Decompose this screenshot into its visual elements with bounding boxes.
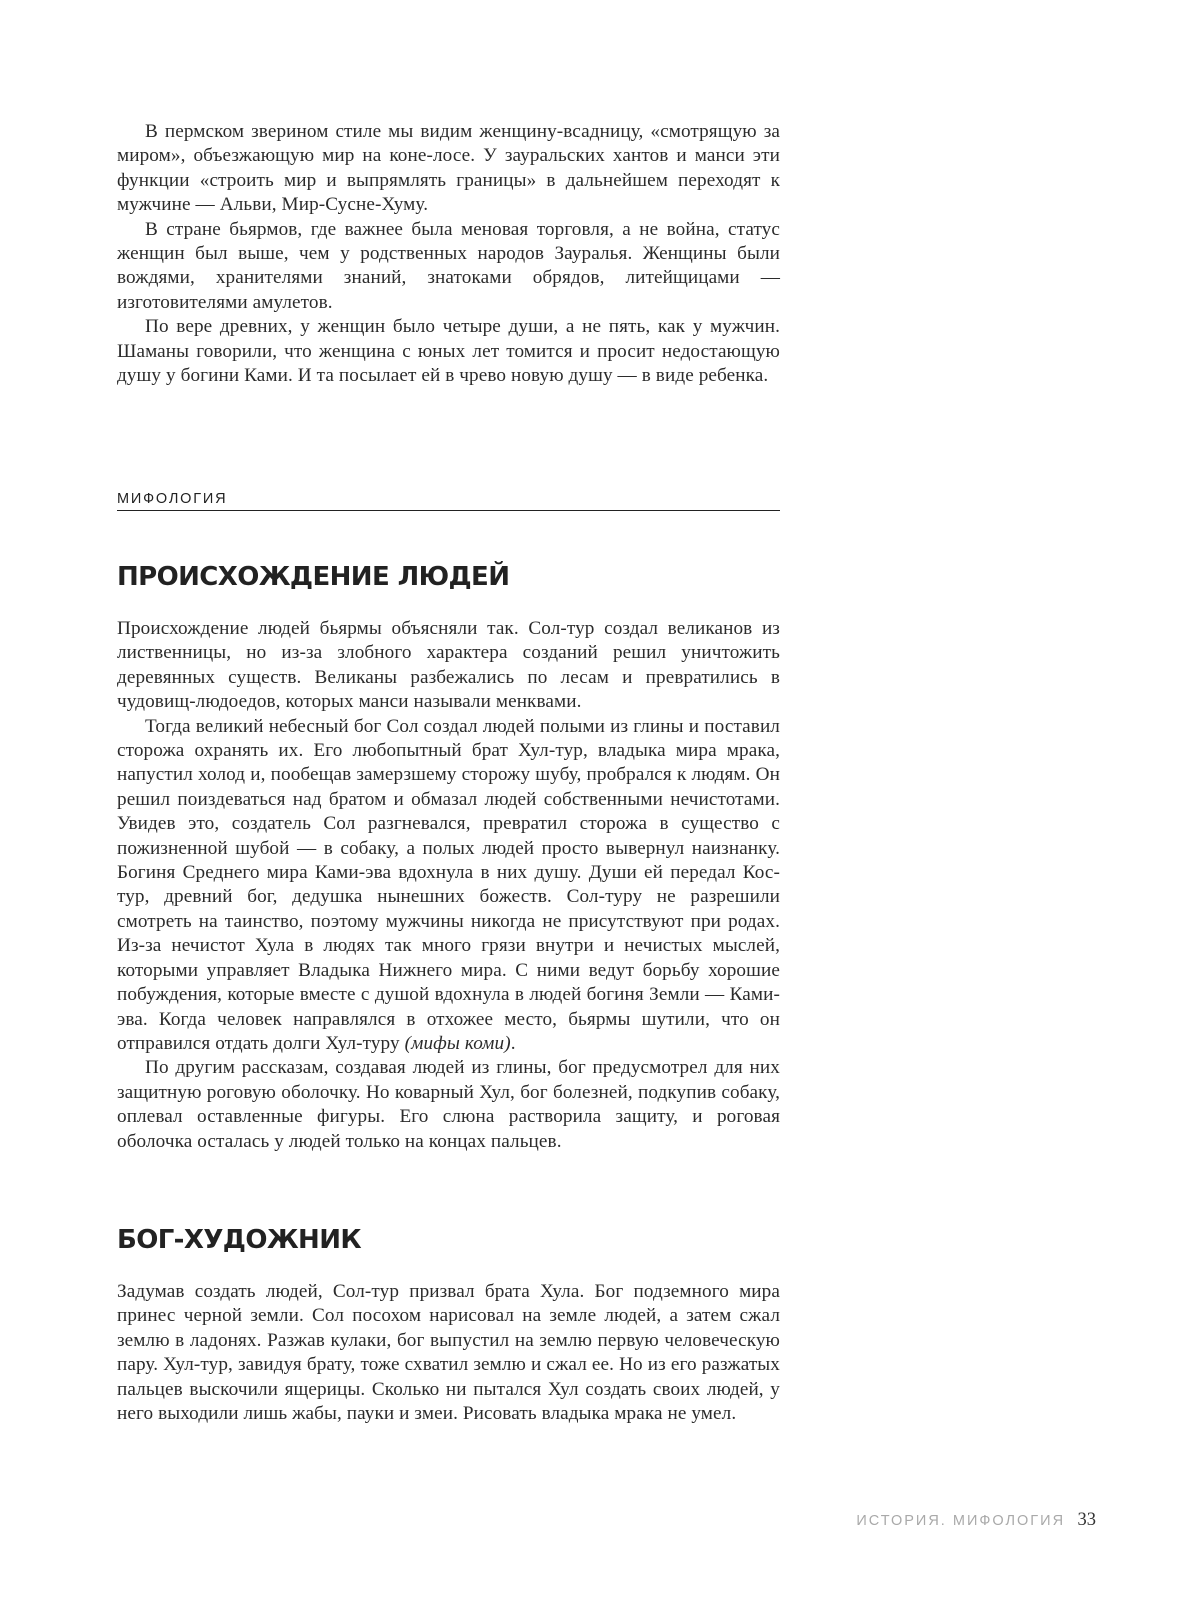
paragraph: По другим рассказам, создавая людей из глины, бог предусмотрел для них защитную роговую оболочку. Но коварный Хул, бог болезней, подкупив собаку, оплевал оставленные фигуры. Его слюна растворила защиту, и роговая оболочка осталась у людей только на концах пальцев. (117, 1057, 780, 1152)
page-number: 33 (1077, 1510, 1096, 1530)
section-label: МИФОЛОГИЯ (117, 491, 780, 511)
paragraph: В стране бьярмов, где важнее была меновая торговля, а не война, статус женщин был выше, чем у родственных народов Зауралья. Женщины были вождями, хранителями знаний, знатоками обрядов, литейщицами — изготовителями амулетов. (117, 218, 780, 313)
paragraph (117, 715, 780, 1057)
artist-text (117, 1280, 780, 1426)
italic-note: (мифы коми) (404, 1032, 511, 1054)
heading-artist: БОГ-ХУДОЖНИК (117, 1225, 362, 1255)
paragraph: В пермском зверином стиле мы видим женщину-всадницу, «смотрящую за миром», объезжающую мир на коне-лосе. У зауральских хантов и манси эти функции «строить мир и выпрямлять границы» в дальнейшем переходят к мужчине — Альви, Мир-Сусне-Хуму. (117, 121, 780, 216)
paragraph: Происхождение людей бьярмы объясняли так. Сол-тур создал великанов из лиственницы, но из-за злобного характера созданий решил уничтожить деревянных существ. Великаны разбежались по лесам и превратились в чудовищ-людоедов, которых манси называли менквами. (117, 618, 780, 713)
paragraph: По вере древних, у женщин было четыре души, а не пять, как у мужчин. Шаманы говорили, что женщина с юных лет томится и просит недостающую душу у богини Ками. И та посылает ей в чрево новую душу — в виде ребенка. (117, 316, 780, 387)
paragraph: Задумав создать людей, Сол-тур призвал брата Хула. Бог подземного мира принес черной земли. Сол посохом нарисовал на земле людей, а затем сжал землю в ладонях. Разжав кулаки, бог выпустил на землю первую человеческую пару. Хул-тур, завидуя брату, тоже схватил землю и сжал ее. Но из его разжатых пальцев выскочили ящерицы. Сколько ни пытался Хул создать своих людей, у него выходили лишь жабы, пауки и змеи. Рисовать владыка мрака не умел. (117, 1281, 780, 1425)
page-footer (856, 1510, 1096, 1531)
paragraph-end: . (510, 1032, 516, 1054)
paragraph-text: Тогда великий небесный бог Сол создал людей полыми из глины и поставил сторожа охранять их. Его любопытный брат Хул-тур, владыка мира мрака, напустил холод и, пообещав замерзшему сторожу шубу, пробрался к людям. Он решил поиздеваться над братом и обмазал людей собственными нечистотами. Увидев это, создатель Сол разгневался, превратил сторожа в существо с пожизненной шубой — в собаку, а полых людей просто вывернул наизнанку. Богиня Среднего мира Ками-эва вдохнула в них душу. Души ей передал Кос-тур, древний бог, дедушка нынешних божеств. Сол-туру не разрешили смотреть на таинство, поэтому мужчины никогда не присутствуют при родах. Из-за нечистот Хула в людях так много грязи внутри и нечистых мыслей, которыми управляет Владыка Нижнего мира. С ними ведут борьбу хорошие побуждения, которые вместе с душой вдохнула в людей богиня Земли — Ками-эва. Когда человек направлялся в отхожее место, бьярмы шутили, что он отправился отдать долги Хул-туру (117, 715, 780, 1054)
origin-text (117, 617, 780, 1154)
footer-section-title: ИСТОРИЯ. МИФОЛОГИЯ (856, 1513, 1066, 1529)
heading-origin: ПРОИСХОЖДЕНИЕ ЛЮДЕЙ (117, 562, 510, 592)
intro-text (117, 120, 780, 388)
